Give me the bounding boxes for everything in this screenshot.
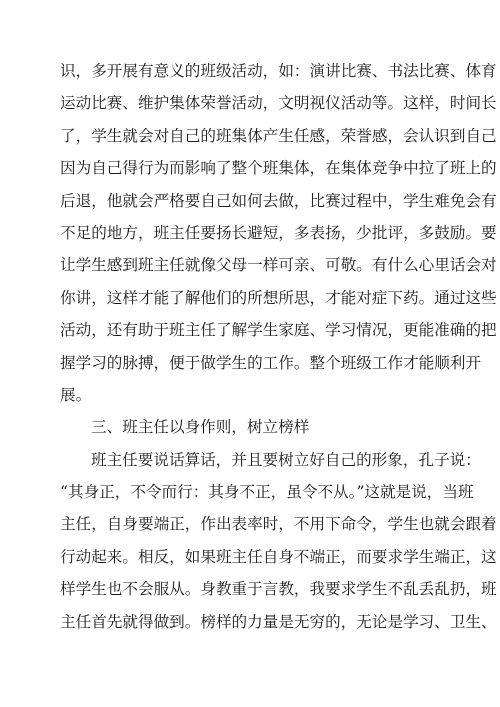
text-line: 后退，他就会严格要自己如何去做，比赛过程中，学生难免会有 — [60, 191, 497, 210]
text-line: 运动比赛、维护集体荣誉活动，文明视仪活动等。这样，时间长 — [60, 94, 497, 113]
text-line: 主任首先就得做到。榜样的力量是无穷的，无论是学习、卫生、 — [60, 612, 497, 631]
text-line: 识，多开展有意义的班级活动，如：演讲比赛、书法比赛、体育 — [60, 62, 497, 80]
body-text — [60, 55, 497, 638]
text-line: 样学生也不会服从。身教重于言教，我要求学生不乱丢乱扔，班 — [60, 580, 497, 599]
text-line: 因为自己得行为而影响了整个班集体，在集体竞争中拉了班上的 — [60, 159, 497, 178]
text-line: 你讲，这样才能了解他们的所想所思，才能对症下药。通过这些 — [60, 288, 497, 307]
text-line: 行动起来。相反，如果班主任自身不端正，而要求学生端正，这 — [60, 547, 497, 566]
text-line: 活动，还有助于班主任了解学生家庭、学习情况，更能准确的把 — [60, 321, 497, 340]
text-line: 班主任要说话算话，并且要树立好自己的形象，孔子说： — [91, 450, 481, 469]
text-line: 让学生感到班主任就像父母一样可亲、可敬。有什么心里话会对 — [60, 256, 497, 275]
text-line: 握学习的脉搏，便于做学生的工作。整个班级工作才能顺利开 — [60, 353, 482, 372]
text-line: “其身正，不令而行：其身不正，虽令不从。”这就是说，当班 — [60, 483, 474, 502]
section-heading: 三、班主任以身作则，树立榜样 — [91, 418, 310, 437]
text-line: 了，学生就会对自己的班集体产生任感，荣誉感，会认识到自己 — [60, 126, 497, 145]
text-line: 展。 — [60, 385, 92, 404]
text-line: 不足的地方，班主任要扬长避短，多表扬，少批评，多鼓励。要 — [60, 223, 497, 242]
text-line: 主任，自身要端正，作出表率时，不用下命令，学生也就会跟着 — [60, 515, 497, 534]
